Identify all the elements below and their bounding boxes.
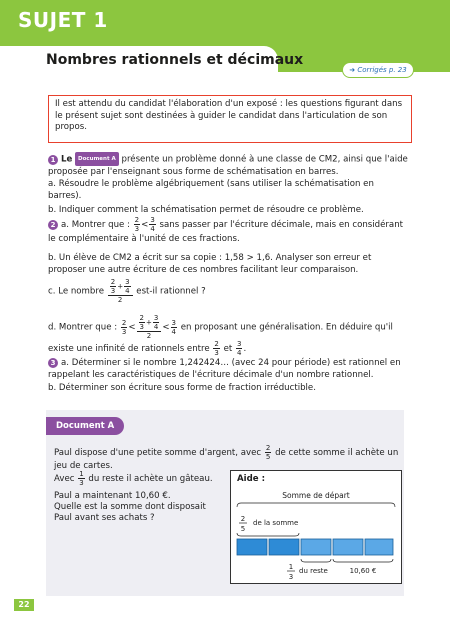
- frac-den: 5: [240, 525, 246, 533]
- num: 3: [125, 278, 130, 286]
- bar-segment-2: [269, 539, 299, 555]
- num: 2: [139, 314, 144, 322]
- doc-line-4: Quelle est la somme dont disposait: [54, 502, 206, 512]
- nested-den: 2: [117, 296, 123, 304]
- den: 3: [110, 287, 116, 295]
- num: 3: [171, 318, 177, 327]
- fraction-3-4: [171, 319, 177, 336]
- nested-num: [137, 314, 162, 332]
- nested-fraction: [137, 314, 162, 340]
- den: 5: [265, 453, 271, 461]
- fraction-1-3: [78, 470, 84, 487]
- frac-num: 1: [288, 563, 294, 571]
- num: 3: [150, 216, 155, 224]
- num: 2: [134, 216, 140, 224]
- den: 3: [139, 323, 144, 331]
- plus: +: [117, 282, 124, 291]
- q2-c-pre: c. Le nombre: [48, 286, 105, 297]
- q2-c-post: est-il rationnel ?: [136, 286, 206, 297]
- page-title: Nombres rationnels et décimaux: [46, 52, 304, 68]
- q1-pre: Le: [61, 154, 73, 165]
- montant-brace: [333, 559, 393, 562]
- den: 4: [153, 323, 159, 331]
- page-number: 22: [14, 599, 34, 611]
- q1-b: b. Indiquer comment la schématisation permet de résoudre ce problème.: [48, 205, 364, 215]
- q2-c: [48, 278, 408, 304]
- frac-num: 2: [240, 515, 246, 523]
- den: 3: [121, 327, 127, 336]
- intro-text: Il est attendu du candidat l'élaboration d'un exposé : les questions figurant dans le présent sujet sont destinées à guider le candidat dans l'articulation de son propos.: [55, 99, 403, 133]
- den: 3: [134, 225, 140, 233]
- doc-line2-post: du reste il achète un gâteau.: [88, 474, 213, 484]
- de-la-somme-label: de la somme: [253, 519, 299, 527]
- lt: <: [141, 220, 149, 230]
- document-a-badge: Document A: [75, 152, 119, 166]
- arrow-icon: ➜: [349, 66, 358, 74]
- aide-title: Aide :: [237, 474, 266, 484]
- reste-brace: [301, 559, 331, 562]
- fraction-2-3: [121, 319, 127, 336]
- document-a-label: Document A: [46, 417, 124, 435]
- q3-b: b. Déterminer son écriture sous forme de fraction irréductible.: [48, 383, 316, 393]
- q2-a-pre: a. Montrer que :: [61, 220, 130, 230]
- nested-den: 2: [146, 332, 152, 340]
- nested-num: [108, 278, 133, 296]
- doc-line-1: [54, 444, 399, 472]
- bar-segment-1: [237, 539, 267, 555]
- and: et: [223, 344, 233, 354]
- q3-a-text: a. Déterminer si le nombre 1,242424… (avec 24 pour période) est rationnel en rappelant les caractéristiques de l'écriture décimale d'un nombre rationnel.: [48, 358, 401, 380]
- fraction-2-3: [139, 314, 145, 331]
- aide-box: [230, 470, 402, 584]
- q2-d: [48, 314, 408, 357]
- somme-label: Somme de départ: [282, 491, 350, 500]
- bar-segment-3: [301, 539, 331, 555]
- subject-title: SUJET 1: [18, 8, 108, 32]
- fraction-3-4: [124, 278, 130, 295]
- den: 4: [171, 327, 177, 336]
- frac-den: 3: [288, 573, 294, 581]
- num: 3: [237, 340, 242, 348]
- num: 2: [110, 278, 116, 286]
- question-1: [48, 152, 408, 178]
- doc-line-2: [54, 470, 213, 487]
- fraction-3-4: [153, 314, 159, 331]
- bar-diagram: [231, 471, 401, 583]
- doc-line2-pre: Avec: [54, 474, 75, 484]
- fraction-2-3: [134, 216, 140, 233]
- somme-brace: [237, 503, 395, 507]
- q1-a: a. Résoudre le problème algébriquement (sans utiliser la schématisation en barres).: [48, 179, 374, 201]
- q2-d-pre: d. Montrer que :: [48, 322, 118, 333]
- period: .: [243, 344, 247, 354]
- plus: +: [146, 318, 152, 327]
- num: 3: [153, 314, 159, 322]
- bar-segment-5: [365, 539, 393, 555]
- du-reste-label: du reste: [299, 567, 328, 575]
- corriges-link[interactable]: [342, 62, 414, 78]
- doc-line1-post: de cette somme il achète un jeu de cartes.: [54, 448, 399, 471]
- den: 3: [79, 479, 84, 487]
- fraction-2-3: [213, 340, 219, 357]
- den: 3: [214, 349, 219, 357]
- doc-line1-pre: Paul dispose d'une petite somme d'argent, avec: [54, 448, 262, 458]
- num: 1: [79, 470, 84, 478]
- q2-d-post: en proposant une généralisation. En déduire qu'il existe une infinité de rationnels entre: [48, 322, 393, 354]
- part-brace: [237, 533, 299, 536]
- q2-b: b. Un élève de CM2 a écrit sur sa copie : 1,58 > 1,6. Analyser son erreur et proposer une autre écriture de ces nombres facilitant leur comparaison.: [48, 253, 372, 275]
- intro-box: [48, 95, 412, 143]
- lt: <: [128, 322, 136, 333]
- q2-a-post: sans passer par l'écriture décimale, mais en considérant le complémentaire à l'unité de ces fractions.: [48, 220, 404, 244]
- doc-line-3: Paul a maintenant 10,60 €.: [54, 491, 171, 501]
- fraction-3-4: [236, 340, 242, 357]
- num: 2: [121, 318, 127, 327]
- montant-label: 10,60 €: [349, 567, 377, 575]
- lt: <: [162, 322, 170, 333]
- bar-segment-4: [333, 539, 363, 555]
- question-number-3: 3: [48, 358, 58, 368]
- question-number-2: 2: [48, 220, 58, 230]
- corriges-label: Corrigés p. 23: [357, 66, 407, 74]
- num: 2: [214, 340, 219, 348]
- fraction-3-4: [149, 216, 155, 233]
- den: 4: [237, 349, 242, 357]
- fraction-2-5: [265, 444, 271, 461]
- den: 4: [125, 287, 130, 295]
- q3-a: [48, 357, 408, 381]
- den: 4: [150, 225, 155, 233]
- fraction-2-3: [110, 278, 116, 295]
- doc-line-5: Paul avant ses achats ?: [54, 513, 155, 523]
- nested-fraction: [108, 278, 133, 304]
- question-number-1: 1: [48, 155, 58, 165]
- q1-text: présente un problème donné à une classe de CM2, ainsi que l'aide proposée par l'enseignant sous forme de schématisation en barres.: [48, 154, 408, 177]
- num: 2: [265, 444, 271, 452]
- q2-a: [48, 216, 408, 245]
